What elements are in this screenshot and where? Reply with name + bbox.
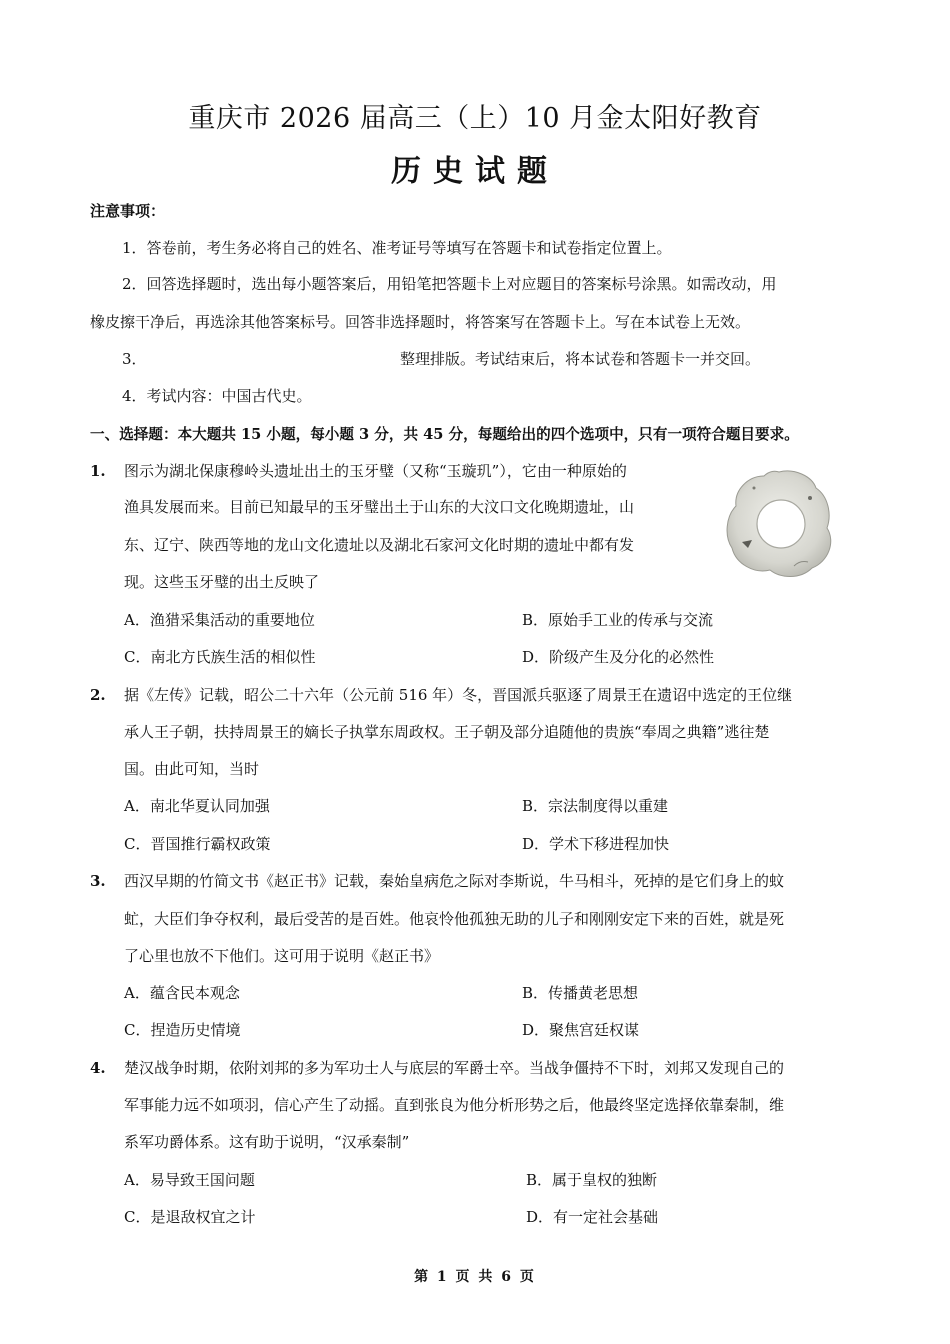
question-3-option-b: B．传播黄老思想 [522,984,639,1002]
notes-item-2-line-2: 橡皮擦干净后，再选涂其他答案标号。回答非选择题时，将答案写在答题卡上。写在本试卷上无效。 [90,313,751,331]
question-3-line-1: 西汉早期的竹简文书《赵正书》记载，秦始皇病危之际对李斯说，牛马相斗，死掉的是它们身上的蚊 [124,872,785,890]
question-1-line-4: 现。这些玉牙璧的出土反映了 [124,573,320,591]
question-4-option-b: B．属于皇权的独断 [526,1171,658,1189]
question-2-option-b: B．宗法制度得以重建 [522,797,669,815]
question-4-option-a: A．易导致王国问题 [124,1171,255,1189]
question-4-option-d: D．有一定社会基础 [526,1208,659,1226]
question-1-option-a: A．渔猎采集活动的重要地位 [124,611,315,629]
notes-item-1: 1．答卷前，考生务必将自己的姓名、准考证号等填写在答题卡和试卷指定位置上。 [122,239,672,257]
question-2-option-d: D．学术下移进程加快 [522,835,670,853]
jade-bi-image [724,466,834,582]
notes-item-2-line-1: 2．回答选择题时，选出每小题答案后，用铅笔把答题卡上对应题目的答案标号涂黑。如需改动，用 [122,275,777,293]
question-2-option-c: C．晋国推行霸权政策 [124,835,271,853]
question-4-option-c: C．是退敌权宜之计 [124,1208,256,1226]
question-2-line-3: 国。由此可知，当时 [124,760,260,778]
exam-title: 重庆市 2026 届高三（上）10 月金太阳好教育 [188,103,762,134]
question-1-option-c: C．南北方氏族生活的相似性 [124,648,316,666]
notes-item-4: 4．考试内容：中国古代史。 [122,387,312,405]
question-1-line-1: 图示为湖北保康穆岭头遗址出土的玉牙璧（又称“玉璇玑”），它由一种原始的 [124,462,627,480]
question-1-option-d: D．阶级产生及分化的必然性 [522,648,715,666]
question-3-number: 3. [90,872,106,890]
question-2-line-1: 据《左传》记载，昭公二十六年（公元前 516 年）冬，晋国派兵驱逐了周景王在遗诏中选定的王位继 [124,686,793,704]
question-1-number: 1. [90,462,106,480]
question-3-option-a: A．蕴含民本观念 [124,984,240,1002]
question-3-option-c: C．捏造历史情境 [124,1021,241,1039]
question-3-line-3: 了心里也放不下他们。这可用于说明《赵正书》 [124,947,440,965]
section-1-heading: 一、选择题：本大题共 15 小题，每小题 3 分，共 45 分，每题给出的四个选项中，只有一项符合题目要求。 [90,426,799,443]
notes-item-3-text: 整理排版。考试结束后，将本试卷和答题卡一并交回。 [400,350,761,368]
notes-heading: 注意事项： [90,202,166,220]
question-4-number: 4. [90,1059,106,1077]
exam-subject-title: 历史试题 [391,154,559,189]
question-1-line-2: 渔具发展而来。目前已知最早的玉牙璧出土于山东的大汶口文化晚期遗址，山 [124,498,635,516]
question-4-line-1: 楚汉战争时期，依附刘邦的多为军功士人与底层的军爵士卒。当战争僵持不下时，刘邦又发现自己的 [124,1059,785,1077]
question-2-option-a: A．南北华夏认同加强 [124,797,270,815]
question-3-option-d: D．聚焦宫廷权谋 [522,1021,640,1039]
question-2-number: 2. [90,686,106,704]
page-footer: 第 1 页 共 6 页 [414,1269,536,1285]
question-4-line-3: 系军功爵体系。这有助于说明，“汉承秦制” [124,1133,410,1151]
notes-item-3-prefix: 3． [122,350,147,368]
question-2-line-2: 承人王子朝，扶持周景王的嫡长子执掌东周政权。王子朝及部分追随他的贵族“奉周之典籍”逃往楚 [124,723,770,741]
question-3-line-2: 虻，大臣们争夺权利，最后受苦的是百姓。他哀怜他孤独无助的儿子和刚刚安定下来的百姓，就是死 [124,910,785,928]
question-1-option-b: B．原始手工业的传承与交流 [522,611,714,629]
question-1-line-3: 东、辽宁、陕西等地的龙山文化遗址以及湖北石家河文化时期的遗址中都有发 [124,536,635,554]
question-4-line-2: 军事能力远不如项羽，信心产生了动摇。直到张良为他分析形势之后，他最终坚定选择依靠秦制，维 [124,1096,785,1114]
